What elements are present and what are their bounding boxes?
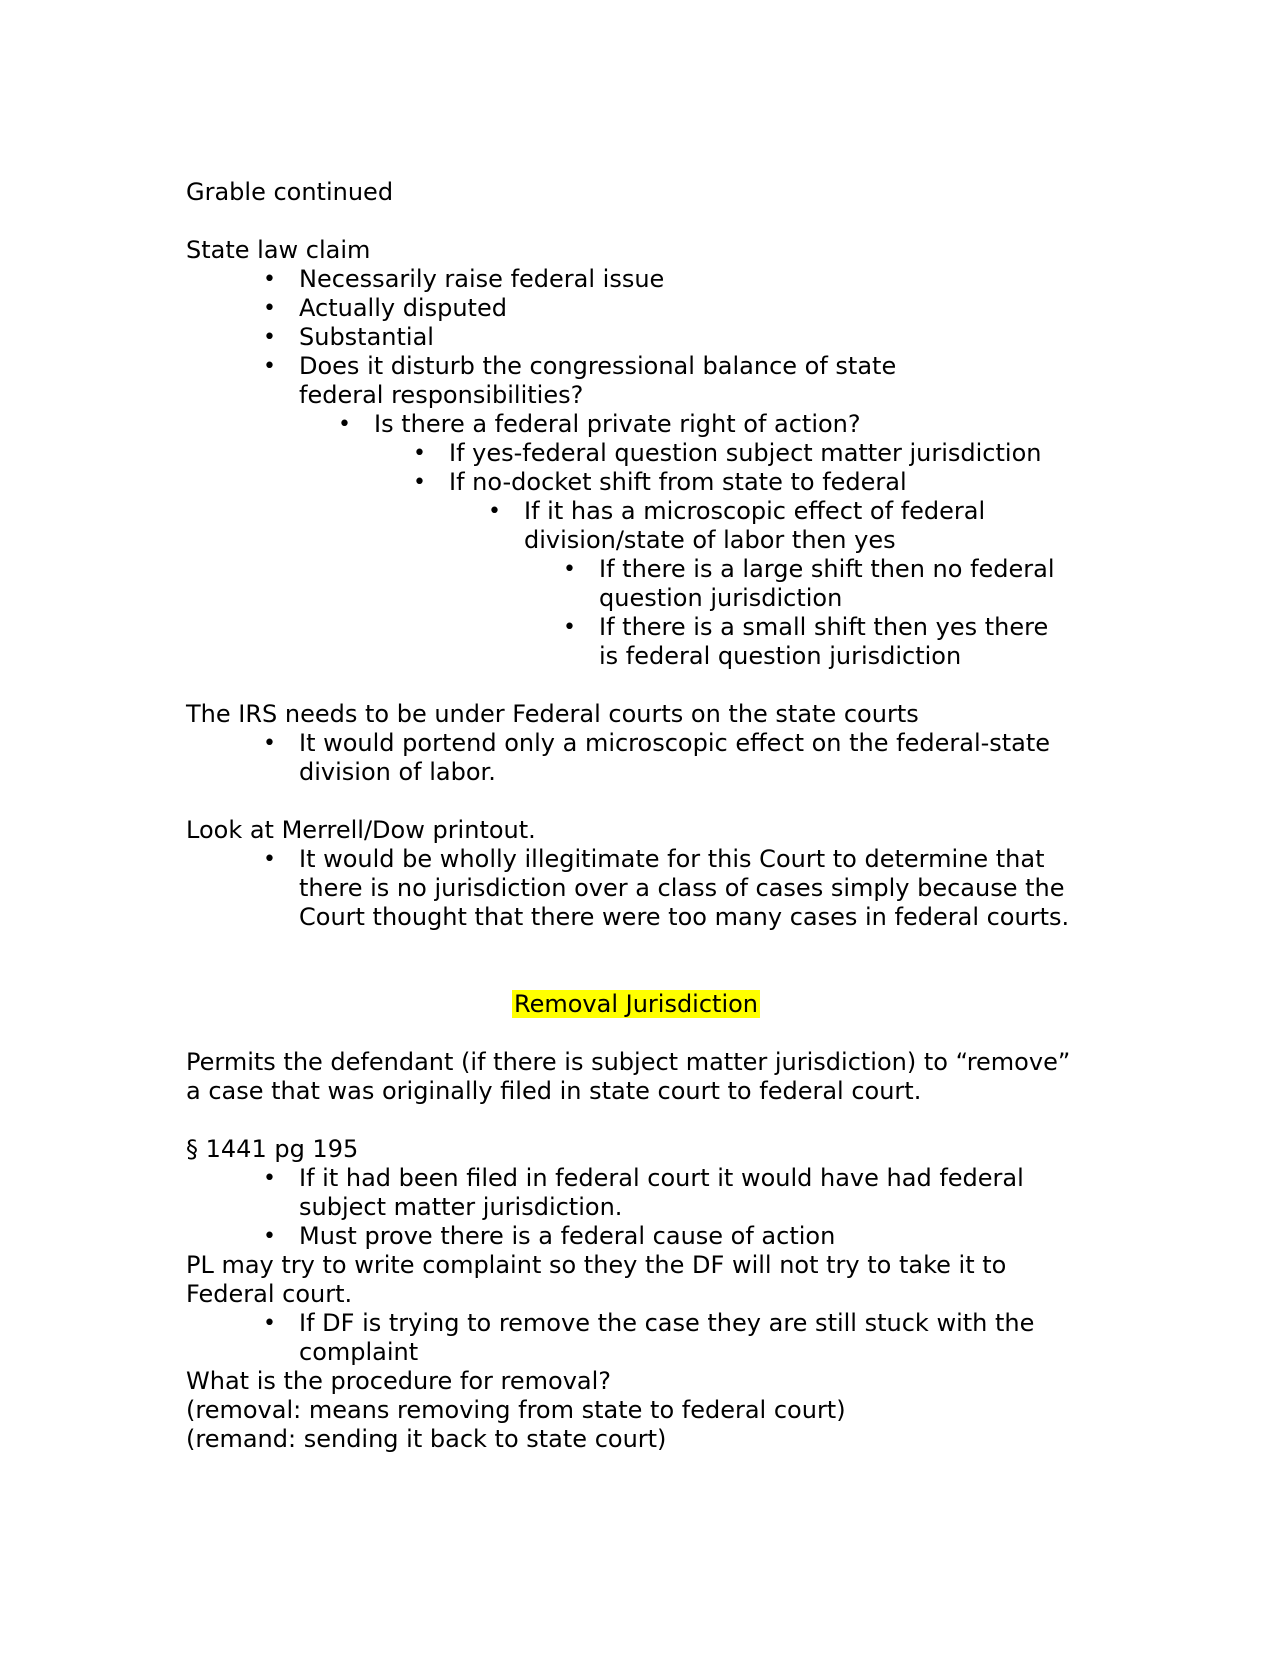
section-1441-heading: § 1441 pg 195 — [186, 1135, 359, 1163]
grable-list — [186, 265, 1086, 671]
list-item — [186, 613, 1086, 671]
bullet-icon: • — [263, 1166, 276, 1191]
removal-title-line — [186, 990, 1086, 1019]
list-item-text: Is there a federal private right of action? — [374, 410, 861, 438]
bullet-icon: • — [263, 731, 276, 756]
list-item — [186, 1164, 1086, 1222]
list-item — [186, 410, 1086, 439]
spacer — [186, 207, 1086, 236]
irs-heading: The IRS needs to be under Federal courts on the state courts — [186, 700, 919, 728]
spacer — [186, 1106, 1086, 1135]
spacer — [186, 932, 1086, 990]
list-item — [186, 555, 1086, 613]
list-item — [186, 323, 1086, 352]
list-item-text: It would portend only a microscopic effect on the federal-state division of labor. — [299, 729, 1051, 786]
list-item-text: Necessarily raise federal issue — [299, 265, 665, 293]
document-body — [186, 178, 1086, 1454]
bullet-icon: • — [563, 615, 576, 640]
list-item-text: It would be wholly illegitimate for this Court to determine that there is no jurisdiction over a class of cases simply because the Court thought that there were too many cases in federal courts. — [299, 845, 1070, 931]
list-item-text: If DF is trying to remove the case they are still stuck with the complaint — [299, 1309, 1035, 1366]
state-law-claim-heading: State law claim — [186, 236, 371, 264]
irs-list — [186, 729, 1086, 787]
merrell-heading: Look at Merrell/Dow printout. — [186, 816, 536, 844]
list-item — [186, 729, 1086, 787]
list-item-text: Does it disturb the congressional balance of state federal responsibilities? — [299, 352, 897, 409]
bullet-icon: • — [263, 354, 276, 379]
list-item — [186, 265, 1086, 294]
list-item-text: Must prove there is a federal cause of action — [299, 1222, 836, 1250]
list-item-text: Actually disputed — [299, 294, 507, 322]
list-item-text: If there is a small shift then yes there is federal question jurisdiction — [599, 613, 1049, 670]
remand-definition: (remand: sending it back to state court) — [186, 1425, 667, 1453]
bullet-icon: • — [413, 470, 426, 495]
removal-question: What is the procedure for removal? — [186, 1367, 612, 1395]
spacer — [186, 787, 1086, 816]
list-item-text: If it had been filed in federal court it would have had federal subject matter jurisdiction. — [299, 1164, 1024, 1221]
list-item — [186, 468, 1086, 497]
list-item — [186, 439, 1086, 468]
bullet-icon: • — [263, 1224, 276, 1249]
bullet-icon: • — [413, 441, 426, 466]
bullet-icon: • — [563, 557, 576, 582]
list-item-text: If yes-federal question subject matter jurisdiction — [449, 439, 1042, 467]
list-item-text: If no-docket shift from state to federal — [449, 468, 907, 496]
list-item-text: If it has a microscopic effect of federal division/state of labor then yes — [524, 497, 986, 554]
grable-title: Grable continued — [186, 178, 394, 206]
pl-list — [186, 1309, 1086, 1367]
removal-title: Removal Jurisdiction — [513, 990, 759, 1018]
bullet-icon: • — [263, 325, 276, 350]
list-item-text: If there is a large shift then no federal question jurisdiction — [599, 555, 1055, 612]
bullet-icon: • — [338, 412, 351, 437]
bullet-icon: • — [263, 1311, 276, 1336]
list-item — [186, 294, 1086, 323]
bullet-icon: • — [488, 499, 501, 524]
section-1441-list — [186, 1164, 1086, 1251]
bullet-icon: • — [263, 847, 276, 872]
bullet-icon: • — [263, 296, 276, 321]
spacer — [186, 671, 1086, 700]
removal-intro: Permits the defendant (if there is subject matter jurisdiction) to “remove” a case that was originally filed in state court to federal court. — [186, 1048, 1071, 1105]
bullet-icon: • — [263, 267, 276, 292]
list-item — [186, 1309, 1086, 1367]
removal-definition: (removal: means removing from state to federal court) — [186, 1396, 846, 1424]
list-item-text: Substantial — [299, 323, 434, 351]
merrell-list — [186, 845, 1086, 932]
list-item — [186, 497, 1086, 555]
pl-note: PL may try to write complaint so they the DF will not try to take it to Federal court. — [186, 1251, 1007, 1308]
spacer — [186, 1019, 1086, 1048]
list-item — [186, 352, 1086, 410]
list-item — [186, 845, 1086, 932]
list-item — [186, 1222, 1086, 1251]
